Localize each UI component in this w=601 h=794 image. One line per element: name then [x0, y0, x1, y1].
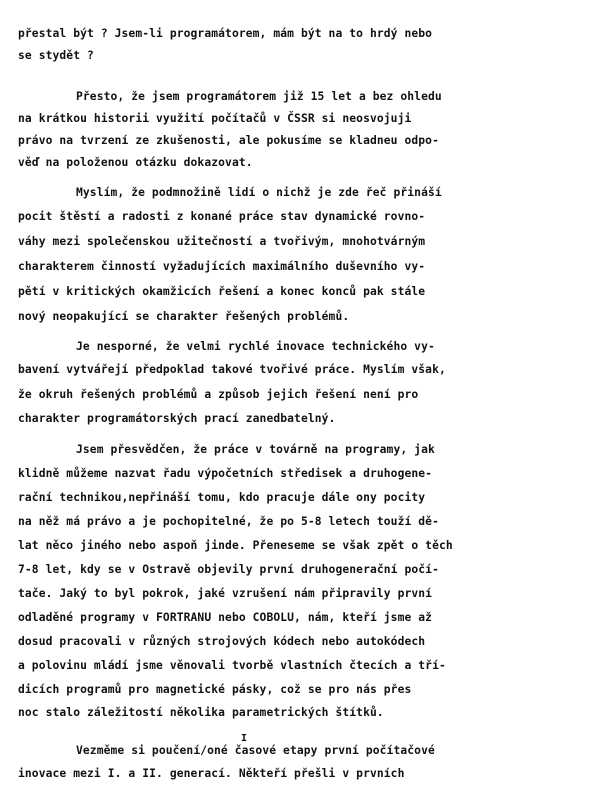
- text-line: tače. Jaký to byl pokrok, jaké vzrušení nám připravily první: [18, 587, 433, 600]
- text-line: nový neopakující se charakter řešených problémů.: [18, 310, 350, 323]
- text-line: Jsem přesvědčen, že práce v továrně na programy, jak: [76, 443, 435, 456]
- text-line: Myslím, že podmnožině lidí o nichž je zde řeč přináší: [76, 186, 442, 199]
- text-line: věď na položenou otázku dokazovat.: [18, 156, 253, 169]
- text-line: charakter programátorských prací zanedbatelný.: [18, 412, 336, 425]
- text-line: lat něco jiného nebo aspoň jinde. Přeneseme se však zpět o těch: [18, 539, 453, 552]
- text-line: noc stalo záležitostí několika parametrických štítků.: [18, 706, 384, 719]
- text-line: a polovinu mládí jsme věnovali tvorbě vlastních čtecích a tří-: [18, 659, 446, 672]
- text-line: na krátkou historii využití počítačů v ČSSR si neosvojuji: [18, 112, 412, 125]
- text-line: na něž má právo a je pochopitelné, že po 5-8 letech touží dě-: [18, 515, 439, 528]
- text-line: dicích programů pro magnetické pásky, což se pro nás přes: [18, 683, 412, 696]
- text-line: charakterem činností vyžadujících maximálního duševního vy-: [18, 260, 426, 273]
- text-line: že okruh řešených problémů a způsob jejich řešení není pro: [18, 388, 419, 401]
- correction-mark: I: [241, 733, 248, 744]
- text-line: váhy mezi společenskou užitečností a tvořivým, mnohotvárným: [18, 235, 426, 248]
- text-line: Vezměme si poučení/oné časové etapy první počítačové: [76, 744, 435, 757]
- text-line: inovace mezi I. a II. generací. Někteří přešli v prvních: [18, 767, 405, 780]
- text-line: se stydět ?: [18, 49, 94, 62]
- text-line: rační technikou,nepřináší tomu, kdo pracuje dále ony pocity: [18, 491, 426, 504]
- text-line: přestal být ? Jsem-li programátorem, mám být na to hrdý nebo: [18, 27, 433, 40]
- text-line: pětí v kritických okamžicích řešení a konec konců pak stále: [18, 285, 426, 298]
- text-line: Je nesporné, že velmi rychlé inovace technického vy-: [76, 340, 435, 353]
- text-line: dosud pracovali v různých strojových kódech nebo autokódech: [18, 635, 426, 648]
- text-line: pocit štěstí a radosti z konané práce stav dynamické rovno-: [18, 210, 426, 223]
- text-line: bavení vytvářejí předpoklad takové tvořivé práce. Myslím však,: [18, 363, 446, 376]
- text-line: klidně můžeme nazvat řadu výpočetních středisek a druhogene-: [18, 467, 433, 480]
- text-line: 7-8 let, kdy se v Ostravě objevily první druhogenerační počí-: [18, 563, 439, 576]
- text-line: právo na tvrzení ze zkušenosti, ale pokusíme se kladneu odpo-: [18, 134, 439, 147]
- text-line: odladěné programy v FORTRANU nebo COBOLU, nám, kteří jsme až: [18, 611, 433, 624]
- text-line: Přesto, že jsem programátorem již 15 let a bez ohledu: [76, 90, 442, 103]
